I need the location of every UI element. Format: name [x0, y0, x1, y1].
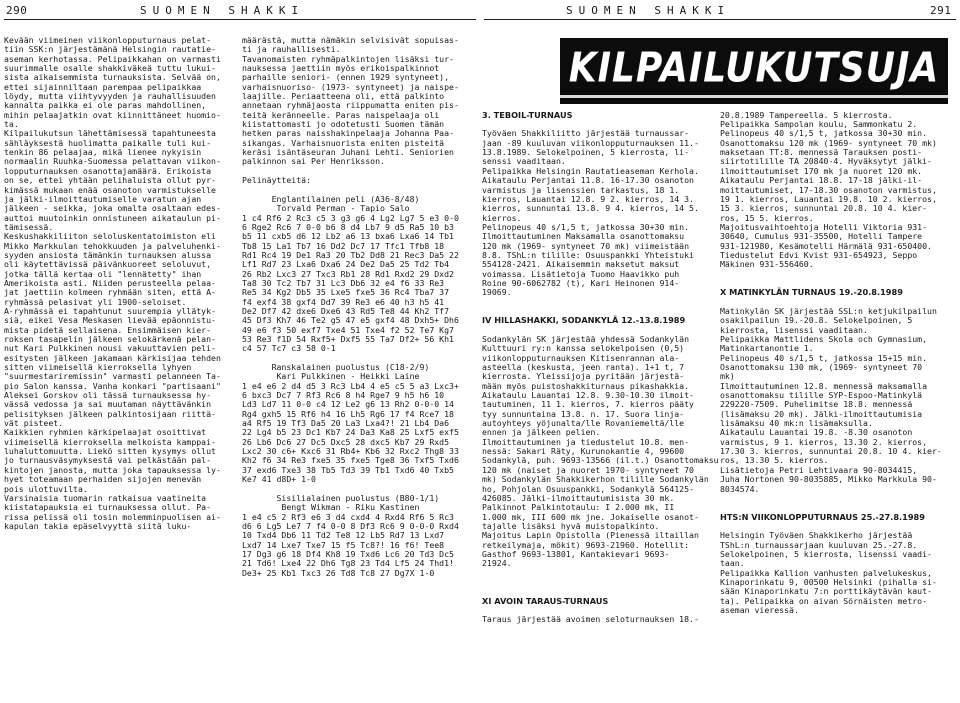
text-line: De3+ 25 Kb1 Txc3 26 Td8 Tc8 27 Dg7X 1-0	[242, 567, 435, 578]
text-line: Lisätietoja Petri Lehtivaara 90-8034415,	[720, 464, 918, 475]
text-line: jotka tällä kertaa oli "lennätetty" ihan	[4, 268, 202, 279]
text-line: Kh2 f6 34 Re3 fxe5 35 fxe5 Tge8 36 Txf5 Txd6	[242, 455, 459, 466]
text-line: retkeilymaja, mökit) 9693-21960. Hotellit:	[482, 539, 690, 550]
text-line: kapulan takia epäselvyyttä siitä luku-	[4, 520, 192, 531]
text-line: osanottomaksu tilille SYP-Espoo-Matinkylä	[720, 390, 923, 401]
text-line: 21 Td6! Lxe4 22 Dh6 Tg8 23 Td4 Lf5 24 Thd1!	[242, 558, 454, 569]
column-3	[482, 36, 718, 625]
text-line: annetaan ryhmäjaosta riippumatta eniten pis-	[242, 100, 459, 111]
text-line: 120 mk (1969- syntyneet 70 mk) viimeistään	[482, 240, 690, 251]
text-line: pois ulottuvilta.	[4, 483, 88, 494]
text-line: TShL:n turnaussarjaan kuuluvan 25.-27.8.	[720, 539, 918, 550]
text-line: ta.	[4, 119, 19, 130]
text-line	[720, 64, 956, 73]
text-line: 8034574.	[720, 483, 760, 494]
text-line: laajille. Periaatteena oli, että palkinto	[242, 91, 445, 102]
text-line: aseman vieressä.	[720, 604, 799, 615]
text-line	[482, 92, 718, 101]
text-line: kiistattomasti jo odotetusti Suomen tämän	[242, 119, 445, 130]
text-line: lisämaksu 40 mk:n lisämaksulla.	[720, 418, 873, 429]
text-line: Kevään viimeinen viikonlopputurnaus pelat-	[4, 35, 212, 45]
text-line: Helsingin Työväen Shakkikerho järjestää	[720, 530, 913, 541]
text-line: 37 exd6 Txe3 38 Tb5 Td3 39 Tb1 Txd6 40 Txb5	[242, 464, 454, 475]
text-line: varmistus ja lisenssien tarkastus, 18 1.	[482, 184, 680, 195]
text-line: kimässä mukaan enää osanoton varmistukselle	[4, 184, 216, 195]
text-line: Selokelpoinen, 5 kierrosta, lisenssi vaadi-	[720, 548, 932, 559]
text-line: Palkinnot Palkintotaulu: I 2.000 mk, II	[482, 502, 675, 513]
text-line: ho, Pohjolan Osuuspankki, Sodankylä 564125-	[482, 483, 694, 494]
text-line: on se, ettei yhtään pelihaluista ollut pyr-	[4, 175, 216, 186]
text-line: Kilpailukutsun lähettämisessä tapahtuneesta	[4, 128, 216, 139]
text-line: osakilpailun 19.-20.8. Selokelpoinen, 5	[720, 315, 913, 326]
text-line: b5 11 cxb5 d6 12 Lb2 a6 13 bxa6 Lxa6 14 Tb1	[242, 231, 454, 242]
text-line: Rd1 Rc4 19 De1 Ra3 20 Tb2 Dd8 21 Rec3 Da5 22	[242, 249, 459, 260]
text-line: mihin pelaajatkin ovat kiinnittäneet huomio-	[4, 109, 221, 120]
text-line: Varsinaisia tuomarin ratkaisua vaatineita	[4, 492, 207, 503]
text-line: syyden ansiosta tämänkin turnauksen alussa	[4, 249, 212, 260]
text-line	[482, 83, 718, 92]
text-line	[482, 64, 718, 73]
text-line: Pelipaikka Sampolan koulu, Sammonkatu 2.	[720, 119, 918, 130]
text-line: normaalin Ruuhka-Suomessa pelattavan viikon-	[4, 156, 221, 167]
text-line: löydy, mutta viihtyvyyden ja rauhallisuuden	[4, 91, 216, 102]
text-line: autoyhteys yöjunalta/lle Rovaniemeltä/lle	[482, 418, 685, 429]
text-line: Sodankylän SK järjestää yhdessä Sodankylän	[482, 334, 690, 344]
text-line: c4 57 Tc7 c3 58 0-1	[242, 343, 336, 354]
text-line: viikonlopputurnauksen Kitisenrannan ala-	[482, 352, 680, 363]
text-line: Kinaporinkatu 9, 00500 Helsinki (pihalla si-	[720, 576, 937, 587]
text-line: Ilmoittautuminen 12.8. mennessä maksamalla	[720, 380, 928, 391]
text-line: sään Kinaporinkatu 7:n porttikäytävän kaut-	[720, 586, 932, 597]
text-line	[482, 73, 718, 82]
text-line: Työväen Shakkiliitto järjestää turnaussar-	[482, 128, 690, 139]
text-line: rissa pelissä oli tosin molemminpuolisen ai-	[4, 511, 221, 522]
text-line: tämisessä.	[4, 221, 54, 232]
text-line: Matinkartanontie 1.	[720, 343, 814, 354]
text-line: Sisilialainen puolustus (B80-1/1)	[242, 492, 440, 503]
text-line: 20.8.1989 Tampereella. 5 kierrosta.	[720, 109, 893, 120]
text-line: 15 3. kierros, sunnuntai 20.8. 10 4. kier-	[720, 203, 928, 214]
text-line: 6 Rge2 Rc6 7 0-0 b6 8 d4 Lb7 9 d5 Ra5 10 b3	[242, 221, 454, 232]
text-line: Taraus järjestää avoimen seloturnauksen 18.-	[482, 614, 699, 625]
text-line: kierros, Lauantai 12.8. 9 2. kierros, 14 3.	[482, 193, 694, 204]
text-line	[720, 45, 956, 54]
text-line	[482, 55, 718, 64]
text-line: Osanottomaksu 130 mk, (1969- syntyneet 70	[720, 362, 923, 373]
text-line: hyet toteamaan perhaiden sijojen menevän	[4, 474, 202, 485]
text-line: Tavanomaisten ryhmäpalkintojen lisäksi tur-	[242, 53, 454, 64]
text-line: vässä vedossa ja sai muutaman näyttävänkin	[4, 399, 212, 410]
text-line: Pelinopeus 40 s/1,5 t, jatkossa 15+15 min.	[720, 352, 928, 363]
text-line	[482, 36, 718, 45]
text-line: 1 e4 c5 2 Rf3 e6 3 d4 cxd4 4 Rxd4 Rf6 5 Rc3	[242, 511, 454, 522]
text-line: mista pidetä sellaisena. Ensimmäisen kier-	[4, 324, 212, 335]
text-line: mk)	[720, 371, 735, 382]
text-line: ennen ja jälkeen pelien.	[482, 427, 601, 438]
text-line: kierrosta, lisenssi vaaditaan.	[720, 324, 868, 335]
text-line: Gasthof 9693-13801, Kantakievari 9693-	[482, 548, 670, 559]
text-line: 53 Re3 f1D 54 Rxf5+ Dxf5 55 Ta7 Df2+ 56 Kh1	[242, 334, 454, 344]
text-line: keräsi isäntäseuran Juhani Lehti. Seniorien	[242, 147, 454, 158]
header-rule-right	[484, 19, 956, 20]
text-line: Majoitus Lapin Opistolla (Pienessä iltaillan	[482, 530, 699, 541]
text-line: jälkeen - seikka, joka omalta osaltaan edes-	[4, 203, 221, 214]
text-line: Ld3 Ld7 11 0-0 c4 12 Le2 g6 13 Rh2 0-0-0 14	[242, 399, 454, 410]
text-line: 30640, Cumulus 931-35500, Hotelli Tampere	[720, 231, 923, 242]
text-line: f4 exf4 38 gxf4 Dd7 39 Re3 e6 40 h3 h5 41	[242, 296, 445, 307]
text-line: Mikko Markkulan tehokkuuden ja palveluhenki-	[4, 240, 221, 251]
text-line: nauksessa jaettiin myös erikoispalkinnot	[242, 63, 440, 74]
text-line: Pelinäytteitä:	[242, 175, 312, 186]
text-line: 6 bxc3 Dc7 7 Rf3 Rc6 8 h4 Rge7 9 h5 h6 10	[242, 390, 445, 401]
text-line: nessä: Sakari Räty, Kurunokantie 4, 99600	[482, 446, 685, 457]
text-line: sähläyksestä huolimatta paikalle tuli kui-	[4, 137, 212, 148]
text-line: ros, 13.30 5. kierros.	[720, 455, 829, 466]
text-line: roksen tasapelin jälkeen selokärkenä pelan-	[4, 334, 216, 344]
text-line: Roine 90-6062782 (t), Kari Heinonen 914-	[482, 277, 680, 288]
text-line: 45 Df3 Kh7 46 Te2 g5 47 e5 gxf4 48 Dxh5+ Dh6	[242, 315, 459, 326]
text-line: esitysten jälkeen jakamaan kärkisijaa tehden	[4, 352, 221, 363]
text-line: asteella (keskusta, jeen ranta). 1+1 t, 7	[482, 362, 685, 373]
text-line: tajalle lisäksi hyvä muistopalkinto.	[482, 520, 660, 531]
banner-title: KILPAILUKUTSUJA	[568, 44, 940, 93]
text-line: Rg4 gxh5 15 Rf6 h4 16 Lh5 Rg6 17 f4 Rce7 18	[242, 408, 454, 419]
text-line: Kari Pulkkinen - Heikki Laine	[242, 371, 420, 382]
text-line: taan.	[720, 558, 745, 569]
text-line: Kulttuuri ry:n kanssa selokelpoisen (0,5)	[482, 343, 685, 354]
text-line: 13.8.1989. Selokelpoinen, 5 kierrosta, li-	[482, 147, 690, 158]
text-line	[720, 83, 956, 92]
text-line: jo turnausväsymyksestä vai pelkästään pal-	[4, 455, 212, 466]
text-line: tenkin 86 pelaajaa, mikä lienee nykyisin	[4, 147, 202, 158]
text-line: hetken paras naisshakinpelaaja Johanna Paa-	[242, 128, 454, 139]
text-line: tyy sunnuntaina 13.8. n. 17. Suora linja-	[482, 408, 685, 419]
text-line: 26 Lb6 Dc6 27 Dc5 Dxc5 28 dxc5 Kb7 29 Rxd5	[242, 436, 450, 447]
header-rule-left	[4, 19, 476, 20]
text-line: kierros.	[482, 212, 522, 223]
text-line: Pelipaikka Kallion vanhusten palvelukeskus,	[720, 567, 932, 578]
text-line: Ta8 30 Tc2 Tb7 31 Lc3 Db6 32 e4 f6 33 Re3	[242, 277, 445, 288]
text-line: Bengt Wikman - Riku Kastinen	[242, 502, 420, 513]
text-line: Tiedustelut Edvi Kvist 931-654923, Seppo	[720, 249, 918, 260]
text-line: Re5 34 Kg2 Db5 35 Lxe5 fxe5 36 Rc4 Tba7 37	[242, 287, 450, 298]
text-line	[720, 36, 956, 45]
text-line	[720, 270, 956, 279]
text-line: auttoi muutoinkin onnistuneen aikataulun pi-	[4, 212, 221, 223]
text-line: Ke7 41 d8D+ 1-0	[242, 474, 316, 485]
text-line: 17.30 3. kierros, sunnuntai 20.8. 10 4. kier-	[720, 446, 942, 457]
text-line: 19 1. kierros, Lauantai 19.8. 10 2. kierros,	[720, 193, 937, 204]
text-line: IV HILLASHAKKI, SODANKYLÄ 12.-13.8.1989	[482, 315, 686, 326]
text-line: Aikataulu Lauantai 19.8. -8.30 osanoton	[720, 427, 913, 438]
text-line: senssi vaaditaan.	[482, 156, 566, 167]
text-line: 554128-2421. Aikaisemmin maksetut maksut	[482, 259, 680, 270]
text-line: 1.000 mk, III 600 mk jne. Jokaiselle osanot-	[482, 511, 699, 522]
text-line: Lf1 Rd7 23 Lxa6 Dxa6 24 De2 Da5 25 Td2 Tb4	[242, 259, 450, 270]
text-line	[482, 298, 718, 307]
text-line	[720, 92, 956, 101]
text-line: Englantilainen peli (A36-8/48)	[242, 193, 420, 204]
text-line: parhaille seniori- (ennen 1929 syntyneet),	[242, 72, 450, 83]
text-line: siirtotilille TA 20840-4. Hyväksytyt jälki-	[720, 156, 932, 167]
text-line: varmistus, 9 1. kierros, 13.30 2. kierros,	[720, 436, 928, 447]
text-line: Aikataulu Perjantai 18.8. 17-18 jälki-il-	[720, 175, 923, 186]
text-line: 229220-7509. Puhelimitse 18.8. mennessä	[720, 399, 913, 410]
text-line: lopputurnauksen osanottajamäärä. Erikoista	[4, 165, 212, 176]
text-line: teitä keränneelle. Paras naispelaaja oli	[242, 109, 440, 120]
text-line: kannalta paikka ei ole paras mahdollinen,	[4, 100, 207, 111]
text-line: voimassa. Lisätietoja Tuomo Haavikko puh	[482, 268, 680, 279]
text-line: 19069.	[482, 287, 512, 298]
text-line: sitten viimeisellä kierroksella lyhyen	[4, 362, 192, 373]
text-line: Aikataulu Lauantai 12.8. 9.30-10.30 ilmoit-	[482, 390, 694, 401]
text-line: kierrosta. Yleissijoja pyritään järjestä-	[482, 371, 685, 382]
text-line: pelisityksen jälkeen palkintosijaan riittä-	[4, 408, 216, 419]
column-2	[242, 36, 478, 578]
text-line: Ilmoittautuminen ja tiedustelut 10.8. men-	[482, 436, 690, 447]
text-line: Amerikoista asti. Niiden perusteella pelaa-	[4, 277, 216, 288]
right-page-number: 291	[930, 4, 952, 17]
text-line: 49 e6 f3 50 exf7 Txe4 51 Txe4 f2 52 Te7 Kg7	[242, 324, 454, 335]
text-line: kierros, sunnuntai 13.8. 9 4. kierros, 14 5.	[482, 203, 699, 214]
text-line	[482, 578, 718, 587]
text-line	[482, 569, 718, 578]
text-line: 931-121980, Kesämotelli Härmälä 931-650400.	[720, 240, 932, 251]
text-line: ilmoittautumiset 170 mk ja nuoret 120 mk.	[720, 165, 923, 176]
text-line: Lxc2 30 c6+ Kxc6 31 Rb4+ Kb6 32 Rxc2 Thg8 33	[242, 446, 459, 457]
text-line: sikangas. Varhaisnuorista eniten pisteitä	[242, 137, 445, 148]
text-line: d6 6 Lg5 Le7 7 f4 0-0 8 Df3 Rc6 9 0-0-0 Rxd4	[242, 520, 459, 531]
text-line: maksetaan TT:8. mennessä Tarauksen posti-	[720, 147, 923, 158]
text-line: Keskushakkiliiton seloluskentatoimiston eli	[4, 231, 216, 242]
text-line: Ranskalainen puolustus (C18-2/9)	[242, 362, 430, 373]
text-line: 17 Dg3 g6 18 Df4 Kh8 19 Txd6 Lc6 20 Td3 Dc5	[242, 548, 454, 559]
text-line: Kaikkien ryhmien kärkipelaajat osoittivat	[4, 427, 207, 438]
text-line: Osanottomaksu 120 mk (1969- syntyneet 70 mk)	[720, 137, 937, 148]
text-line: HTS:N VIIKONLOPPUTURNAUS 25.-27.8.1989	[720, 511, 925, 522]
text-line: 21924.	[482, 558, 512, 569]
text-line: sista aikaisemmista turnauksista. Selvää on,	[4, 72, 221, 83]
text-line: varhaisnuoriso- (1973- syntyneet) ja naispe-	[242, 81, 459, 92]
text-line: X MATINKYLÄN TURNAUS 19.-20.8.1989	[720, 287, 903, 298]
text-line: aseman kerhotassa. Pelipaikkahan on varmasti	[4, 53, 221, 64]
text-line: 426085. Jälki-ilmoittautumisista 30 mk.	[482, 492, 675, 503]
text-line: ettei sijainniltaan parempaa pelipaikkaa	[4, 81, 202, 92]
text-line: nut Kari Pulkkinen nousi vakuuttavien peli-	[4, 343, 216, 354]
text-line: 3. TEBOIL-TURNAUS	[482, 109, 573, 120]
text-line: Majoitusvaihtoehtoja Hotelli Viktoria 931-	[720, 221, 928, 232]
text-line: Pelipaikka Mattlidens Skola och Gymnasium,	[720, 334, 928, 344]
text-line: viimeisellä kierroksella melkoista kamppai-	[4, 436, 216, 447]
text-line: Lxd7 14 Lxe7 Txe7 15 f5 Tc8?! 16 f6! Tee8	[242, 539, 445, 550]
text-line: tiin SSK:n järjestämänä Helsingin rautatie-	[4, 44, 216, 55]
text-line: 120 mk (naiset ja nuoret 1970- syntyneet 70	[482, 464, 694, 475]
text-line: luhaluttomuutta. Liekö sitten kysymys ollut	[4, 446, 216, 457]
text-line: Matinkylän SK järjestää SSL:n ketjukilpailun	[720, 305, 937, 316]
text-line: 26 Rb2 Lxc3 27 Txc3 Rb1 28 Rd1 Rxd2 29 Dxd2	[242, 268, 454, 279]
column-4	[720, 36, 956, 615]
text-line: kintojen janosta, mutta joka tapauksessa ly-	[4, 464, 221, 475]
text-line: kiistatapauksia ei turnauksessa ollut. Pa-	[4, 502, 212, 513]
text-line: ryhmässä pelasivat yli 1900-seloiset.	[4, 296, 187, 307]
right-running-title: SUOMEN SHAKKI	[566, 4, 731, 17]
text-line: A-ryhmässä ei tapahtunut suurempia yllätyk-	[4, 305, 216, 316]
text-line: XI AVOIN TARAUS-TURNAUS	[482, 595, 609, 606]
text-line	[720, 55, 956, 64]
text-line: (lisämaksu 20 mk). Jälki-ilmoittautumisia	[720, 408, 923, 419]
text-line: Tb8 15 La1 Tb7 16 Dd2 Dc7 17 Tfc1 Tfb8 18	[242, 240, 445, 251]
text-line	[482, 45, 718, 54]
text-line: Mäkinen 931-556460.	[720, 259, 814, 270]
text-line: 10 Txd4 Db6 11 Td2 Te8 12 Lb5 Rd7 13 Lxd7	[242, 530, 445, 541]
text-line: ti ja rauhallisesti.	[242, 44, 341, 55]
text-line: määrästä, mutta nämäkin selvisivät sopuisas-	[242, 35, 459, 45]
text-line: "suurmestariremissin" varmasti pelanneen Ta-	[4, 371, 221, 382]
text-line: ros, 15 5. kierros.	[720, 212, 814, 223]
text-line: De2 Df7 42 dxe6 Dxe6 43 Rd5 Te8 44 Kh2 Tf7	[242, 305, 450, 316]
text-line: vät pisteet.	[4, 418, 64, 429]
text-line: Ilmoittautuminen Maksamalla osanottomaksu	[482, 231, 685, 242]
text-line: pio Salon kanssa. Vanha konkari "partisaani"	[4, 380, 221, 391]
text-line: 22 Lg4 b5 23 Dc1 Kb7 24 Da3 Ka8 25 Lxf5 exf5	[242, 427, 459, 438]
text-line	[720, 494, 956, 503]
text-line: suurimmalle osalle shakkiväkeä tuttu lukui-	[4, 63, 216, 74]
column-1	[4, 36, 240, 531]
left-running-title: SUOMEN SHAKKI	[140, 4, 305, 17]
text-line: 1 c4 Rf6 2 Rc3 c5 3 g3 g6 4 Lg2 Lg7 5 e3 0-0	[242, 212, 459, 223]
text-line: Torvald Perman - Tapio Salo	[242, 203, 410, 214]
text-line: jat jaettiin kolmeen ryhmään siten, että A-	[4, 287, 216, 298]
text-line: moittautumiset, 17-18.30 osanoton varmistus,	[720, 184, 937, 195]
text-line: Sodankylä, puh. 9693-13566 (il.t.) Osanottomaksu	[482, 455, 719, 466]
text-line: mk) Sodankylän Shakkikerhon tilille Sodankylän	[482, 474, 709, 485]
text-line: Pelinopeus 40 s/1,5 t, jatkossa 30+30 min.	[720, 128, 928, 139]
text-line: Juha Nortonen 90-8035885, Mikko Markkula 90-	[720, 474, 937, 485]
text-line: a4 Rf5 19 Tf3 Da5 20 La3 Lxa4?! 21 Lb4 Da6	[242, 418, 450, 429]
text-line: ta). Pelipaikka on aivan Sörnäisten metro-	[720, 595, 928, 606]
text-line: 8.8. TShL:n tilille: Osuuspankki Yhteistuki	[482, 249, 694, 260]
text-line: ja jälki-ilmoittautumiselle varatun ajan	[4, 193, 202, 204]
text-line: siä, eikei Vesa Meskasen lievää epäonnistu-	[4, 315, 216, 326]
text-line: 1 e4 e6 2 d4 d5 3 Rc3 Lb4 4 e5 c5 5 a3 Lxc3+	[242, 380, 459, 391]
text-line	[720, 73, 956, 82]
text-line: mään myös puistoshakkiturnaus pikashakkia.	[482, 380, 690, 391]
text-line: Aikataulu Perjantai 11.8. 16-17.30 osanoton	[482, 175, 694, 186]
text-line: oli käytettävissä päivänkuoreet seloluvut,	[4, 259, 212, 270]
text-line: jaan -89 kuuluvan viikonlopputurnauksen 11.-	[482, 137, 699, 148]
text-line: Aleksei Gorskov oli tässä turnauksessa hy-	[4, 390, 212, 401]
text-line: Pelipaikka Helsingin Rautatieaseman Kerholа.	[482, 165, 699, 176]
text-line: palkinnon sai Per Henriksson.	[242, 156, 385, 167]
text-line: Pelinopeus 40 s/1,5 t, jatkossa 30+30 min.	[482, 221, 690, 232]
text-line: tautuminen, 11 1. kierros, 7. kierros pääty	[482, 399, 694, 410]
left-page-number: 290	[6, 4, 28, 17]
